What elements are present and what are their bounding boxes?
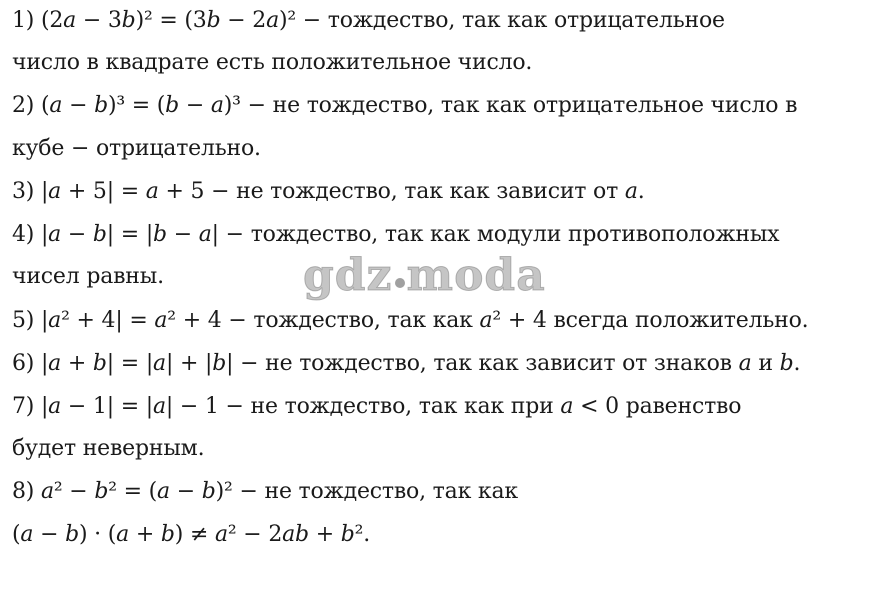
item-7-line-2: будет неверным. xyxy=(12,436,205,461)
item-2-line-1: 2) (𝑎 − 𝑏)³ = (𝑏 − 𝑎)³ − не тождество, так как отрицательное число в xyxy=(12,93,798,118)
item-8-line-2: (𝑎 − 𝑏) · (𝑎 + 𝑏) ≠ 𝑎² − 2𝑎𝑏 + 𝑏². xyxy=(12,522,371,547)
watermark-right: moda xyxy=(406,250,546,301)
item-8-line-1: 8) 𝑎² − 𝑏² = (𝑎 − 𝑏)² − не тождество, так как xyxy=(12,479,518,504)
item-7-line-1: 7) |𝑎 − 1| = |𝑎| − 1 − не тождество, так как при 𝑎 < 0 равенство xyxy=(12,394,742,419)
item-2-line-2: кубе − отрицательно. xyxy=(12,136,261,161)
site-watermark xyxy=(303,250,546,301)
item-6-line-1: 6) |𝑎 + 𝑏| = |𝑎| + |𝑏| − не тождество, так как зависит от знаков 𝑎 и 𝑏. xyxy=(12,351,801,376)
item-3-line-1: 3) |𝑎 + 5| = 𝑎 + 5 − не тождество, так как зависит от 𝑎. xyxy=(12,179,645,204)
item-4-line-1: 4) |𝑎 − 𝑏| = |𝑏 − 𝑎| − тождество, так как модули противоположных xyxy=(12,222,780,247)
item-4-line-2: чисел равны. xyxy=(12,264,164,289)
item-5-line-1: 5) |𝑎² + 4| = 𝑎² + 4 − тождество, так как 𝑎² + 4 всегда положительно. xyxy=(12,308,809,333)
item-1-line-2: число в квадрате есть положительное число. xyxy=(12,50,533,75)
watermark-dot xyxy=(395,278,405,288)
watermark-left: gdz xyxy=(303,250,393,301)
item-1-line-1: 1) (2𝑎 − 3𝑏)² = (3𝑏 − 2𝑎)² − тождество, так как отрицательное xyxy=(12,8,725,33)
